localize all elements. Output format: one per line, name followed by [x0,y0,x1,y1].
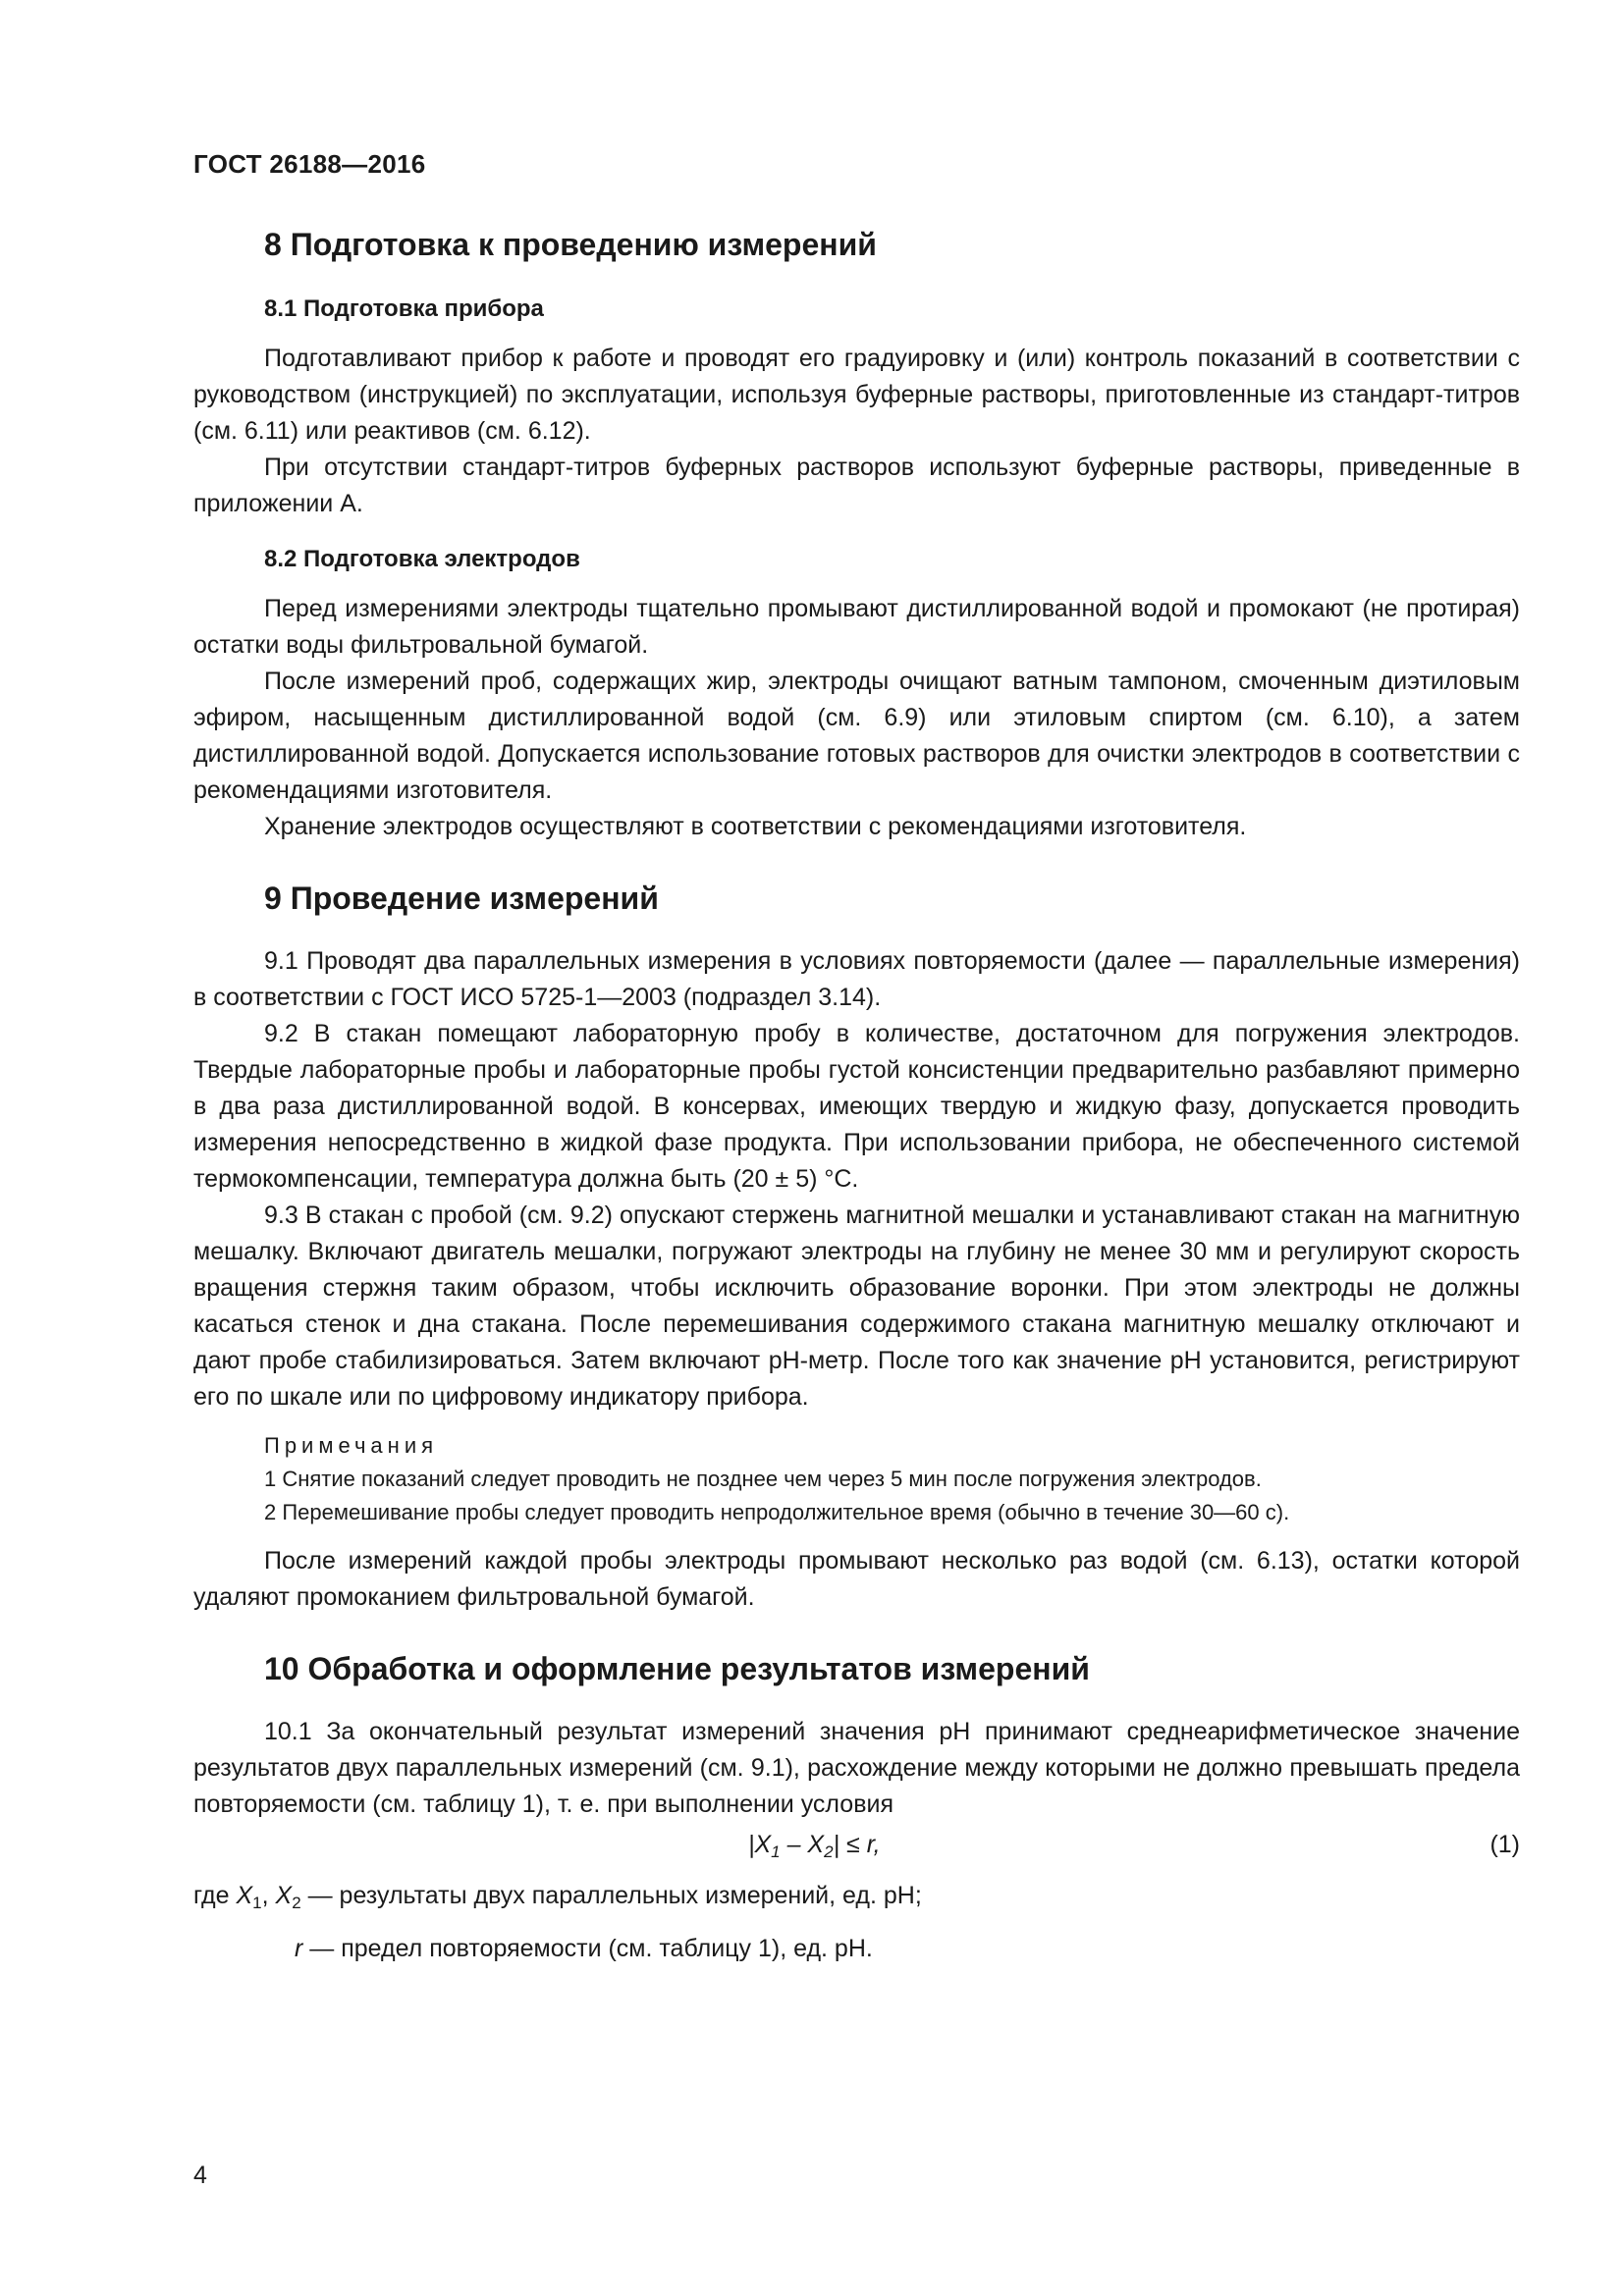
paragraph-8-2-3: Хранение электродов осуществляют в соответствии с рекомендациями изготовителя. [264,813,1247,840]
note-1: 1 Снятие показаний следует проводить не позднее чем через 5 мин после погружения электродов. [264,1467,1262,1491]
section-9-title: 9 Проведение измерений [264,881,659,916]
note-2: 2 Перемешивание пробы следует проводить непродолжительное время (обычно в течение 30—60 с). [264,1500,1290,1524]
subsection-8-1-title: 8.1 Подготовка прибора [264,295,544,322]
page-number: 4 [193,2162,207,2189]
document-header: ГОСТ 26188—2016 [193,149,426,179]
paragraph-9-3: 9.3 В стакан с пробой (см. 9.2) опускают стержень магнитной мешалки и устанавливают стакан на магнитную мешалку. Включают двигатель мешалки, погружают электроды на глубину не менее 30 мм и регулируют скорость вращения стержня таким образом, чтобы исключить образование воронки. При этом электроды не должны касаться стенок и дна стакана. После перемешивания содержимого стакана магнитную мешалку отключают и дают пробе стабилизироваться. Затем включают рН-метр. После того как значение рН установится, регистрируют его по шкале или по цифровому индикатору прибора. [193,1201,1520,1411]
where-line-2: r — предел повторяемости (см. таблицу 1), ед. рН. [295,1935,873,1962]
paragraph-8-2-2: После измерений проб, содержащих жир, электроды очищают ватным тампоном, смоченным диэтиловым эфиром, насыщенным дистиллированной водой (см. 6.9) или этиловым спиртом (см. 6.10), а затем дистиллированной водой. Допускается использование готовых растворов для очистки электродов в соответствии с рекомендациями изготовителя. [193,667,1520,804]
where-line-1: где $X_1$, $X_2$ — результаты двух параллельных измерений, ед. рН; [193,1882,922,1912]
formula-number: (1) [1489,1831,1520,1858]
formula-row [193,1823,1520,1866]
paragraph-9-2: 9.2 В стакан помещают лабораторную пробу в количестве, достаточном для погружения электродов. Твердые лабораторные пробы и лабораторные пробы густой консистенции предварительно разбавляют примерно в два раза дистиллированной водой. В консервах, имеющих твердую и жидкую фазу, допускается проводить измерения непосредственно в жидкой фазе продукта. При использовании прибора, не обеспеченного системой термокомпенсации, температура должна быть (20 ± 5) °С. [193,1020,1520,1193]
paragraph-8-2-1: Перед измерениями электроды тщательно промывают дистиллированной водой и промокают (не протирая) остатки воды фильтровальной бумагой. [193,595,1520,659]
paragraph-9-1: 9.1 Проводят два параллельных измерения в условиях повторяемости (далее — параллельные измерения) в соответствии с ГОСТ ИСО 5725-1—2003 (подраздел 3.14). [193,947,1520,1011]
paragraph-9-after: После измерений каждой пробы электроды промывают несколько раз водой (см. 6.13), остатки которой удаляют промоканием фильтровальной бумагой. [193,1547,1520,1611]
subsection-8-2-title: 8.2 Подготовка электродов [264,546,580,572]
formula-expression: $|X_1 - X_2| \le r$, [748,1831,881,1861]
paragraph-8-1-2: При отсутствии стандарт-титров буферных растворов используют буферные растворы, приведенные в приложении А. [193,454,1520,517]
notes-title: Примечания [264,1433,439,1458]
paragraph-8-1-1: Подготавливают прибор к работе и проводят его градуировку и (или) контроль показаний в соответствии с руководством (инструкцией) по эксплуатации, используя буферные растворы, приготовленные из стандарт-титров (см. 6.11) или реактивов (см. 6.12). [193,345,1520,445]
section-10-title: 10 Обработка и оформление результатов измерений [264,1651,1090,1686]
paragraph-10-1: 10.1 За окончательный результат измерений значения рН принимают среднеарифметическое значение результатов двух параллельных измерений (см. 9.1), расхождение между которыми не должно превышать предела повторяемости (см. таблицу 1), т. е. при выполнении условия [193,1718,1520,1818]
page-content [193,221,1520,1968]
section-8-title: 8 Подготовка к проведению измерений [264,227,877,262]
